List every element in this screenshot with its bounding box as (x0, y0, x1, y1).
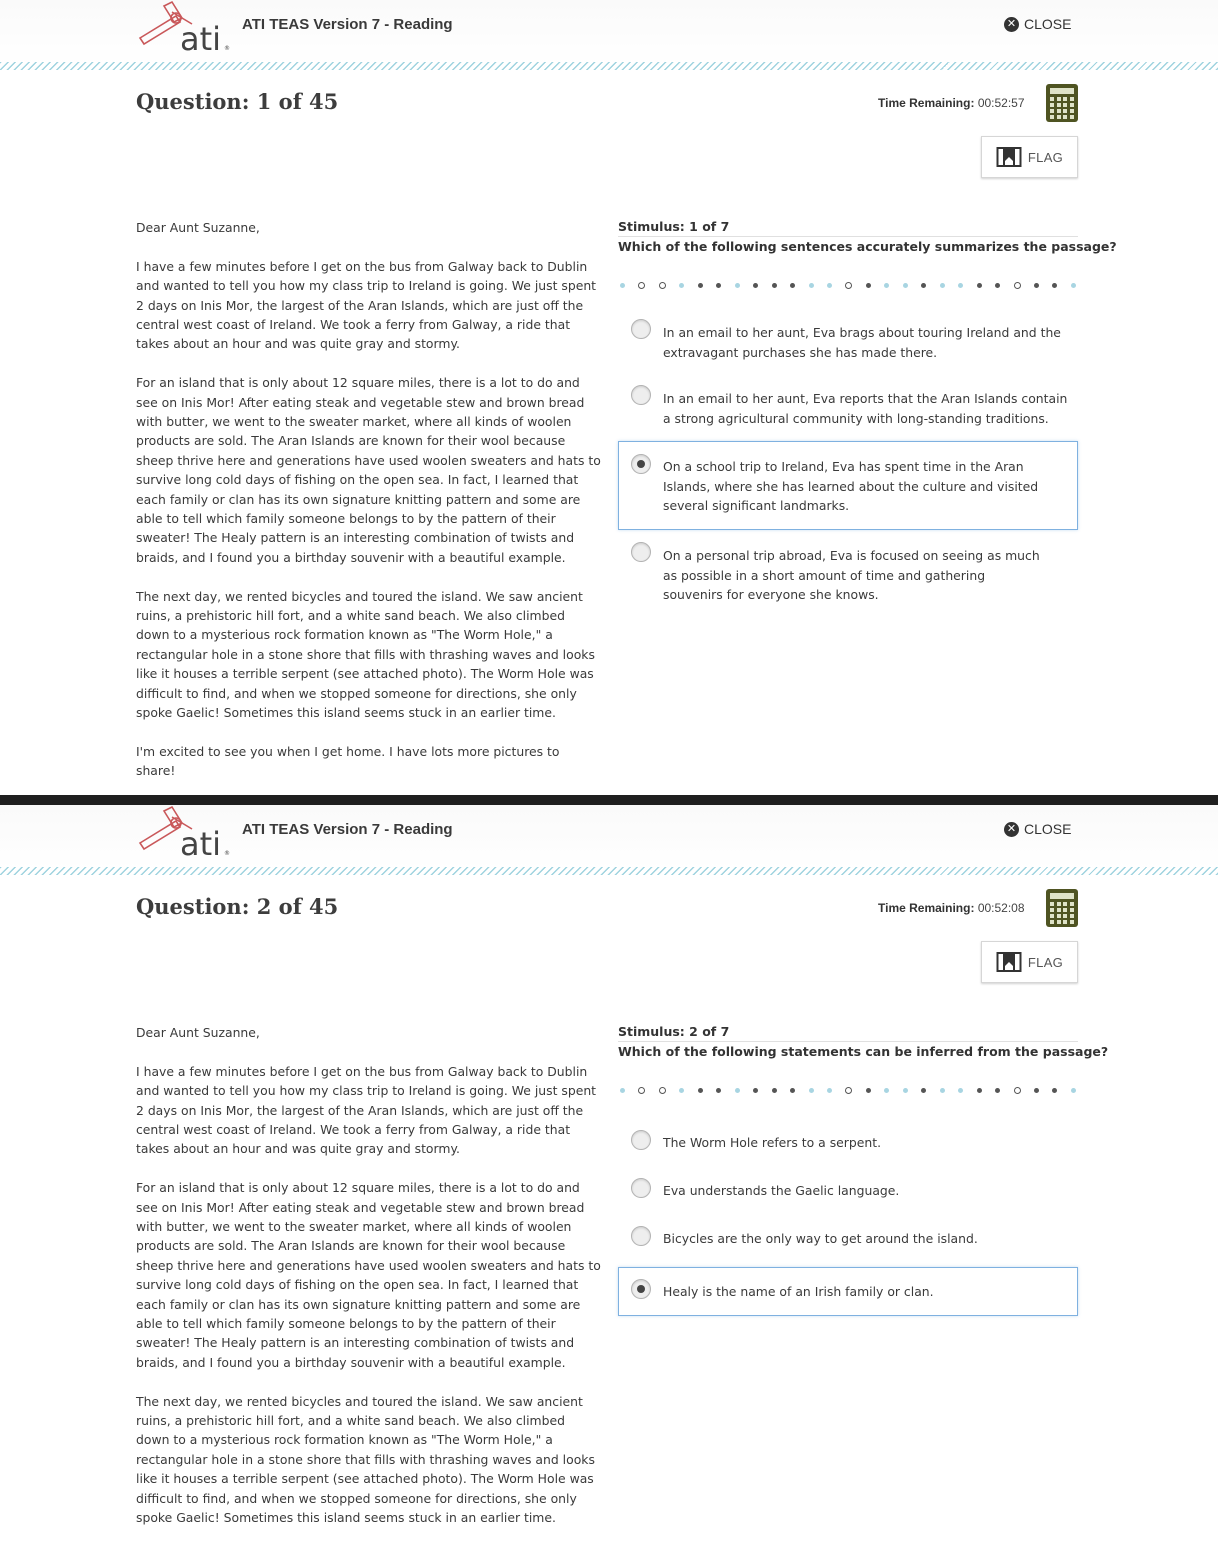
progress-dots (620, 280, 1076, 290)
app-header (0, 0, 1218, 66)
answer-option-selected[interactable] (618, 1267, 1078, 1316)
answer-options (618, 314, 1078, 617)
close-icon: ✕ (1004, 822, 1019, 837)
radio-button[interactable] (631, 1130, 651, 1150)
close-button[interactable] (1004, 821, 1071, 837)
passage-paragraph: The next day, we rented bicycles and toured the island. We saw ancient ruins, a prehistoric hill fort, and a white sand beach. We also climbed down to a mysterious rock formation known as "The Worm Hole," a rectangular hole in a stone shore that fills with thrashing waves and looks like it houses a terrible serpent (see attached photo). The Worm Hole was difficult to find, and when we stopped someone for directions, she only spoke Gaelic! Sometimes this island seems stuck in an earlier time. (136, 1393, 595, 1526)
progress-dot[interactable] (659, 282, 666, 289)
header-stripe (0, 867, 1218, 875)
radio-button[interactable] (631, 542, 651, 562)
bookmark-flag-icon (996, 951, 1022, 973)
answer-option[interactable] (618, 537, 1078, 617)
progress-dot[interactable] (884, 1088, 889, 1093)
progress-dot[interactable] (866, 1088, 871, 1093)
answer-text: On a personal trip abroad, Eva is focused on seeing as much as possible in a short amount of time and gathering souvenirs for everyone she knows. (663, 548, 1040, 602)
close-label: CLOSE (1024, 16, 1072, 32)
radio-button[interactable] (631, 1178, 651, 1198)
passage-paragraph: I have a few minutes before I get on the bus from Galway back to Dublin and wanted to tell you how my class trip to Ireland is going. We just spent 2 days on Inis Mor, the largest of the Aran Islands, which are just off the central west coast of Ireland. We took a ferry from Galway, a ride that takes about an hour and was quite gray and stormy. (136, 1063, 597, 1157)
answer-text: Healy is the name of an Irish family or clan. (663, 1284, 934, 1299)
progress-dot[interactable] (772, 1088, 777, 1093)
stimulus-label: Stimulus: 2 of 7 (618, 1024, 730, 1039)
progress-dot[interactable] (809, 1088, 814, 1093)
question-title: Question: 2 of 45 (136, 894, 339, 919)
logo-text: ati (180, 825, 222, 863)
progress-dot[interactable] (1034, 1088, 1039, 1093)
progress-dot[interactable] (995, 1088, 1000, 1093)
progress-dot[interactable] (659, 1087, 666, 1094)
progress-dot[interactable] (958, 283, 963, 288)
progress-dot[interactable] (1014, 1087, 1021, 1094)
progress-dot[interactable] (698, 1088, 703, 1093)
progress-dot[interactable] (884, 283, 889, 288)
progress-dot[interactable] (790, 1088, 795, 1093)
progress-dot[interactable] (940, 283, 945, 288)
answer-option[interactable] (618, 1174, 1078, 1216)
time-remaining (878, 96, 1025, 110)
passage-paragraph: For an island that is only about 12 square miles, there is a lot to do and see on Inis Mor! After eating steak and vegetable stew and brown bread with butter, we went to the sweater market, where all kinds of woolen products are sold. The Aran Islands are known for their wool because sheep thrive here and generations have used woolen sweaters and hats to survive long cold days of fishing on the open sea. In fact, I learned that each family or clan has its own signature knitting pattern and some are able to tell which family someone belongs to by the pattern of their sweater! The Healy pattern is an interesting combination of twists and braids, and I found you a birthday souvenir with a beautiful example. (136, 1180, 601, 1370)
calculator-icon[interactable] (1046, 889, 1078, 927)
radio-button-selected[interactable] (631, 454, 651, 474)
answer-text: Eva understands the Gaelic language. (663, 1183, 900, 1198)
progress-dot[interactable] (995, 283, 1000, 288)
logo-text: ati (180, 20, 222, 58)
progress-dot[interactable] (716, 1088, 721, 1093)
progress-dot[interactable] (921, 1088, 926, 1093)
svg-text:®: ® (224, 850, 230, 857)
passage-paragraph: I have a few minutes before I get on the bus from Galway back to Dublin and wanted to tell you how my class trip to Ireland is going. We just spent 2 days on Inis Mor, the largest of the Aran Islands, which are just off the central west coast of Ireland. We took a ferry from Galway, a ride that takes about an hour and was quite gray and stormy. (136, 258, 597, 352)
progress-dot[interactable] (620, 1088, 625, 1093)
progress-dot[interactable] (1014, 282, 1021, 289)
time-label: Time Remaining: (878, 901, 975, 915)
app-title: ATI TEAS Version 7 - Reading (242, 821, 453, 838)
flag-button[interactable] (981, 136, 1078, 178)
progress-dot[interactable] (638, 1087, 645, 1094)
progress-dot[interactable] (1071, 283, 1076, 288)
progress-dot[interactable] (827, 1088, 832, 1093)
divider (618, 236, 1078, 237)
question-text: Which of the following sentences accurately summarizes the passage? (618, 239, 1117, 254)
progress-dot[interactable] (679, 1088, 684, 1093)
stimulus-label: Stimulus: 1 of 7 (618, 219, 730, 234)
time-remaining (878, 901, 1025, 915)
answer-option[interactable] (618, 1222, 1078, 1264)
radio-button[interactable] (631, 385, 651, 405)
ati-logo (136, 2, 232, 58)
answer-options (618, 1126, 1078, 1316)
screenshot-separator (0, 795, 1218, 805)
answer-text: In an email to her aunt, Eva reports that the Aran Islands contain a strong agricultural community with long-standing traditions. (663, 391, 1068, 426)
passage-paragraph: Dear Aunt Suzanne, (136, 1025, 260, 1040)
answer-option[interactable] (618, 314, 1078, 374)
progress-dot[interactable] (940, 1088, 945, 1093)
progress-dot[interactable] (772, 283, 777, 288)
flag-label: FLAG (1027, 954, 1064, 970)
question-screen-2 (0, 805, 1218, 1530)
progress-dot[interactable] (679, 283, 684, 288)
reading-passage (136, 218, 602, 839)
flag-label: FLAG (1027, 149, 1064, 165)
question-text: Which of the following statements can be inferred from the passage? (618, 1044, 1109, 1059)
time-value: 00:52:08 (977, 901, 1025, 915)
progress-dot[interactable] (903, 283, 908, 288)
answer-text: Bicycles are the only way to get around the island. (663, 1231, 978, 1246)
time-label: Time Remaining: (878, 96, 975, 110)
progress-dot[interactable] (977, 283, 982, 288)
radio-button[interactable] (631, 1226, 651, 1246)
progress-dot[interactable] (753, 283, 758, 288)
answer-option[interactable] (618, 380, 1078, 440)
passage-paragraph: For an island that is only about 12 square miles, there is a lot to do and see on Inis Mor! After eating steak and vegetable stew and brown bread with butter, we went to the sweater market, where all kinds of woolen products are sold. The Aran Islands are known for their wool because sheep thrive here and generations have used woolen sweaters and hats to survive long cold days of fishing on the open sea. In fact, I learned that each family or clan has its own signature knitting pattern and some are able to tell which family someone belongs to by the pattern of their sweater! The Healy pattern is an interesting combination of twists and braids, and I found you a birthday souvenir with a beautiful example. (136, 375, 601, 565)
progress-dot[interactable] (845, 1087, 852, 1094)
close-button[interactable] (1004, 16, 1071, 32)
progress-dot[interactable] (921, 283, 926, 288)
flag-button[interactable] (981, 941, 1078, 983)
divider (618, 1041, 1078, 1042)
close-label: CLOSE (1024, 821, 1072, 837)
app-header (0, 805, 1218, 871)
progress-dot[interactable] (790, 283, 795, 288)
calculator-icon[interactable] (1046, 84, 1078, 122)
reading-passage (136, 1023, 602, 1547)
progress-dot[interactable] (809, 283, 814, 288)
progress-dot[interactable] (638, 282, 645, 289)
ati-logo (136, 807, 232, 863)
radio-button-selected[interactable] (631, 1279, 651, 1299)
progress-dot[interactable] (827, 283, 832, 288)
progress-dot[interactable] (903, 1088, 908, 1093)
progress-dot[interactable] (735, 1088, 740, 1093)
progress-dot[interactable] (845, 282, 852, 289)
answer-option-selected[interactable] (618, 441, 1078, 530)
progress-dot[interactable] (1052, 1088, 1057, 1093)
progress-dot[interactable] (753, 1088, 758, 1093)
progress-dot[interactable] (977, 1088, 982, 1093)
app-title: ATI TEAS Version 7 - Reading (242, 16, 453, 33)
svg-text:®: ® (224, 45, 230, 52)
answer-option[interactable] (618, 1126, 1078, 1168)
progress-dot[interactable] (866, 283, 871, 288)
progress-dot[interactable] (1071, 1088, 1076, 1093)
progress-dot[interactable] (735, 283, 740, 288)
progress-dot[interactable] (1034, 283, 1039, 288)
bookmark-flag-icon (996, 146, 1022, 168)
progress-dot[interactable] (716, 283, 721, 288)
time-value: 00:52:57 (977, 96, 1025, 110)
progress-dot[interactable] (1052, 283, 1057, 288)
answer-text: In an email to her aunt, Eva brags about touring Ireland and the extravagant purchases she has made there. (663, 325, 1061, 360)
progress-dots (620, 1085, 1076, 1095)
progress-dot[interactable] (958, 1088, 963, 1093)
progress-dot[interactable] (698, 283, 703, 288)
question-title: Question: 1 of 45 (136, 89, 339, 114)
answer-text: The Worm Hole refers to a serpent. (663, 1135, 882, 1150)
passage-paragraph: Dear Aunt Suzanne, (136, 220, 260, 235)
answer-text: On a school trip to Ireland, Eva has spent time in the Aran Islands, where she has learned about the culture and visited several significant landmarks. (663, 459, 1039, 513)
progress-dot[interactable] (620, 283, 625, 288)
passage-paragraph: I'm excited to see you when I get home. I have lots more pictures to share! (136, 743, 560, 779)
passage-paragraph: The next day, we rented bicycles and toured the island. We saw ancient ruins, a prehistoric hill fort, and a white sand beach. We also climbed down to a mysterious rock formation known as "The Worm Hole," a rectangular hole in a stone shore that fills with thrashing waves and looks like it houses a terrible serpent (see attached photo). The Worm Hole was difficult to find, and when we stopped someone for directions, she only spoke Gaelic! Sometimes this island seems stuck in an earlier time. (136, 588, 595, 721)
close-icon: ✕ (1004, 17, 1019, 32)
header-stripe (0, 62, 1218, 70)
radio-button[interactable] (631, 319, 651, 339)
